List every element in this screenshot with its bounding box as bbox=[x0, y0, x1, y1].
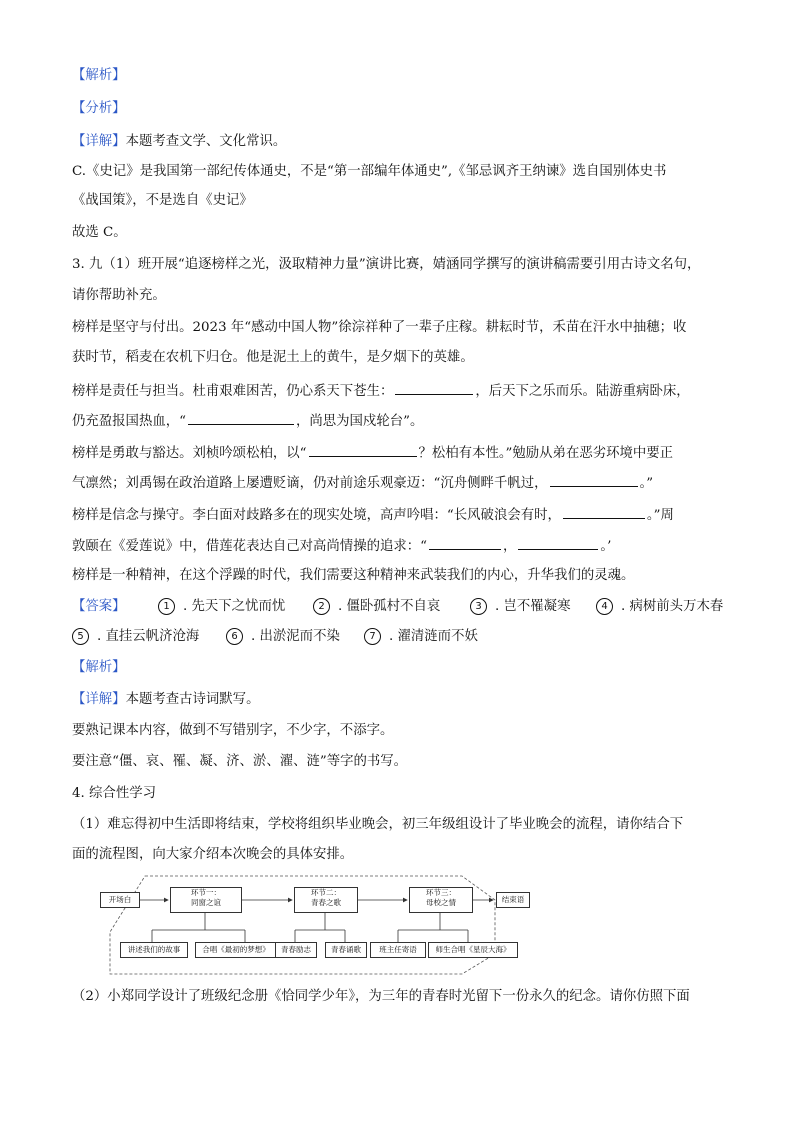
flow-stage-2-l2: 青春之歌 bbox=[311, 898, 341, 907]
flow-item-2: 合唱《最初的梦想》 bbox=[195, 942, 277, 958]
answer-item-6 bbox=[226, 627, 340, 647]
detail-text-2: 本题考查古诗词默写。 bbox=[125, 692, 260, 707]
flow-stage-2 bbox=[294, 887, 358, 913]
answer-num-4: 4 bbox=[596, 598, 613, 615]
q3-stem-line1: 3. 九（1）班开展“追逐榜样之光，汲取精神力量”演讲比赛，婧涵同学撰写的演讲稿需要引用古诗文名句， bbox=[72, 257, 701, 272]
blank-4 bbox=[550, 472, 638, 487]
q3-p3-line2 bbox=[72, 472, 653, 494]
answer-num-3: 3 bbox=[470, 598, 487, 615]
answer-text-2: . 僵卧孤村不自哀 bbox=[338, 599, 441, 614]
flow-stage-2-l1: 环节二： bbox=[311, 888, 341, 897]
q3-p1-line1: 榜样是坚守与付出。2023 年“感动中国人物”徐淙祥种了一辈子庄稼。耕耘时节，禾苗在汗水中抽穗；收 bbox=[72, 320, 687, 335]
flow-stage-3 bbox=[409, 887, 473, 913]
flow-item-5: 班主任寄语 bbox=[370, 942, 426, 958]
flow-stage-3-l2: 母校之情 bbox=[426, 898, 456, 907]
q3-p2-text-a: 榜样是责任与担当。杜甫艰难困苦，仍心系天下苍生： bbox=[72, 384, 394, 399]
jiexi-heading-2: 【解析】 bbox=[72, 660, 126, 675]
option-c-line1: C.《史记》是我国第一部纪传体通史，不是“第一部编年体通史”,《邹忌讽齐王纳谏》选自国别体史书 bbox=[72, 164, 667, 179]
blank-7 bbox=[518, 535, 598, 550]
blank-2 bbox=[188, 410, 294, 425]
q3-p4-line2 bbox=[72, 535, 611, 557]
q3-p2-text-d: ，尚思为国戍轮台”。 bbox=[295, 414, 424, 429]
answer-num-7: 7 bbox=[364, 628, 381, 645]
answer-num-1: 1 bbox=[158, 598, 175, 615]
q3-p5: 榜样是一种精神，在这个浮躁的时代，我们需要这种精神来武装我们的内心，升华我们的灵魂。 bbox=[72, 568, 635, 583]
q3-p4-text-e: 。’ bbox=[600, 539, 612, 554]
flow-item-3: 青春励志 bbox=[275, 942, 317, 958]
answer-num-5: 5 bbox=[72, 628, 89, 645]
answer-text-1: . 先天下之忧而忧 bbox=[183, 599, 286, 614]
analysis2-line2: 要注意“僵、哀、罹、凝、济、淤、濯、涟”等字的书写。 bbox=[72, 754, 408, 769]
flow-item-6: 师生合唱《星辰大海》 bbox=[428, 942, 518, 958]
answer-item-7 bbox=[364, 627, 478, 647]
q3-p4-text-d: ， bbox=[503, 539, 517, 554]
q3-p3-text-c: 气凛然；刘禹锡在政治道路上屡遭贬谪，仍对前途乐观豪迈：“沉舟侧畔千帆过， bbox=[72, 476, 548, 491]
q3-p2-text-c: 仍充盈报国热血，“ bbox=[72, 414, 186, 429]
flowchart bbox=[100, 872, 530, 977]
answer-text-7: . 濯清涟而不妖 bbox=[389, 629, 478, 644]
q3-p3-text-a: 榜样是勇敢与豁达。刘桢吟颂松柏，以“ bbox=[72, 446, 307, 461]
q3-p4-text-a: 榜样是信念与操守。李白面对歧路多在的现实处境，高声吟唱：“长风破浪会有时， bbox=[72, 508, 561, 523]
flow-stage-1-l2: 同窗之谊 bbox=[191, 898, 221, 907]
q4-s1-line1: （1）难忘得初中生活即将结束，学校将组织毕业晚会，初三年级组设计了毕业晚会的流程，请你结合下 bbox=[72, 817, 684, 832]
answer-text-3: . 岂不罹凝寒 bbox=[495, 599, 571, 614]
answer-item-1 bbox=[158, 597, 285, 617]
blank-3 bbox=[309, 442, 417, 457]
answer-tag: 【答案】 bbox=[72, 599, 126, 614]
answer-item-2 bbox=[313, 597, 440, 617]
blank-6 bbox=[429, 535, 501, 550]
q3-p2-text-b: ，后天下之乐而乐。陆游重病卧床， bbox=[475, 384, 690, 399]
flow-end: 结束语 bbox=[496, 892, 530, 908]
answer-text-6: . 出淤泥而不染 bbox=[251, 629, 340, 644]
answer-text-5: . 直挂云帆济沧海 bbox=[97, 629, 200, 644]
q3-p1-line2: 获时节，稻麦在农机下归仓。他是泥土上的黄牛，是夕烟下的英雄。 bbox=[72, 350, 474, 365]
jiexi-heading: 【解析】 bbox=[72, 68, 126, 83]
answer-item-3 bbox=[470, 597, 570, 617]
flow-stage-1-l1: 环节一： bbox=[191, 888, 221, 897]
q4-s2-line1: （2）小郑同学设计了班级纪念册《恰同学少年》，为三年的青春时光留下一份永久的纪念。请你仿照下面 bbox=[72, 989, 690, 1004]
flow-stage-1 bbox=[170, 887, 242, 913]
answer-item-4 bbox=[596, 597, 723, 617]
detail-line-2 bbox=[72, 690, 259, 710]
q3-p3-text-b: ？松柏有本性。”勉励从弟在恶劣环境中要正 bbox=[418, 446, 674, 461]
q3-p4-text-c: 敦颐在《爱莲说》中，借莲花表达自己对高尚情操的追求：“ bbox=[72, 539, 427, 554]
q3-p4-line1 bbox=[72, 504, 674, 526]
conclusion: 故选 C。 bbox=[72, 225, 127, 240]
flow-start: 开场白 bbox=[100, 892, 140, 908]
flow-stage-3-l1: 环节三： bbox=[426, 888, 456, 897]
blank-1 bbox=[395, 380, 473, 395]
detail-text: 本题考查文学、文化常识。 bbox=[125, 134, 287, 149]
q4-s1-line2: 面的流程图，向大家介绍本次晚会的具体安排。 bbox=[72, 847, 354, 862]
analysis2-line1: 要熟记课本内容，做到不写错别字，不少字，不添字。 bbox=[72, 723, 394, 738]
option-c-line2: 《战国策》，不是选自《史记》 bbox=[72, 193, 253, 208]
detail-tag: 【详解】 bbox=[72, 134, 126, 149]
flow-item-4: 青春诵歌 bbox=[325, 942, 367, 958]
answer-item-5 bbox=[72, 627, 199, 647]
q3-p4-text-b: 。”周 bbox=[646, 508, 674, 523]
q3-p2-line1 bbox=[72, 380, 690, 402]
answer-text-4: . 病树前头万木春 bbox=[621, 599, 724, 614]
q3-p3-line1 bbox=[72, 442, 673, 464]
q3-p3-text-d: 。” bbox=[639, 476, 654, 491]
q3-stem-line2: 请你帮助补充。 bbox=[72, 288, 166, 303]
blank-5 bbox=[563, 504, 645, 519]
flow-item-1: 讲述我们的故事 bbox=[120, 942, 188, 958]
detail-tag-2: 【详解】 bbox=[72, 692, 126, 707]
answer-num-6: 6 bbox=[226, 628, 243, 645]
detail-line bbox=[72, 132, 286, 152]
fenxi-heading: 【分析】 bbox=[72, 101, 126, 116]
q3-p2-line2 bbox=[72, 410, 423, 432]
answer-num-2: 2 bbox=[313, 598, 330, 615]
q4-title: 4. 综合性学习 bbox=[72, 786, 156, 801]
